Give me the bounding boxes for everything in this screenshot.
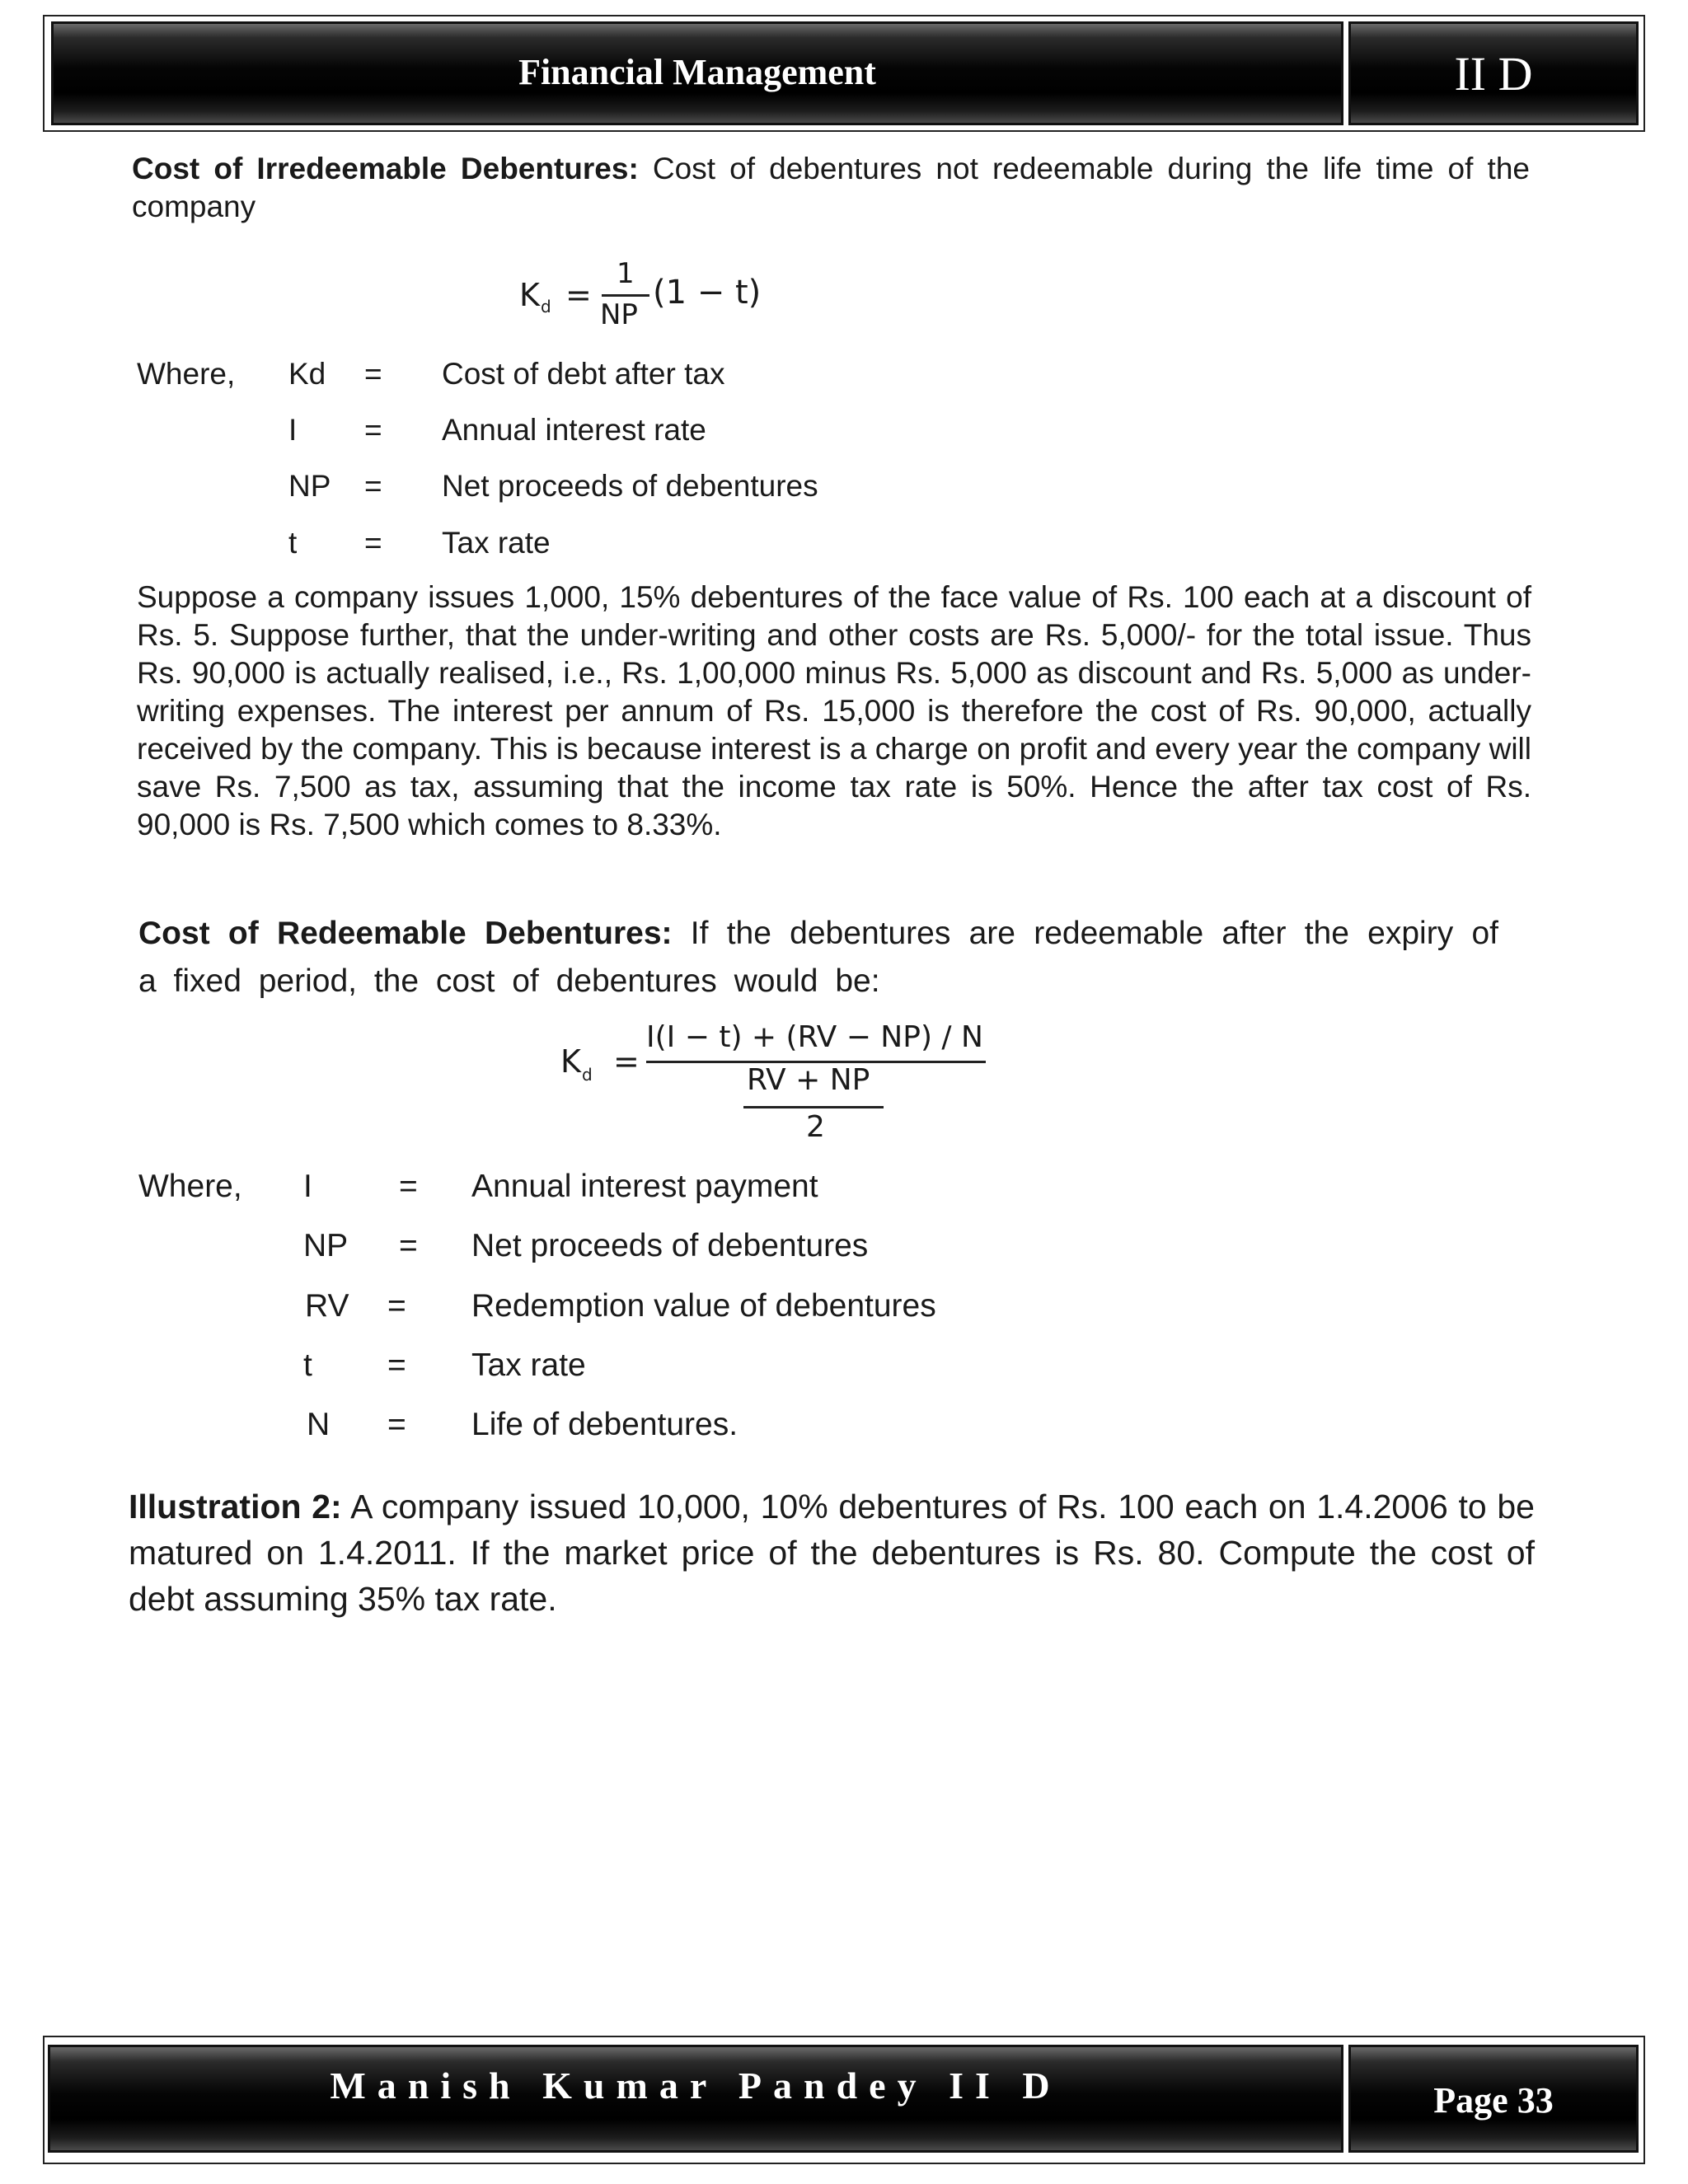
def1-text: Cost of debt after tax	[442, 357, 725, 391]
header-code-box	[1348, 21, 1639, 125]
section1-intro: Cost of debentures not redeemable during the life time of the company	[132, 152, 1530, 223]
formula1-fraction-bar	[602, 294, 649, 297]
def3-symbol: NP	[288, 469, 331, 503]
def2-symbol: I	[288, 413, 298, 447]
section1-paragraph	[132, 150, 1530, 226]
def2-1-eq: =	[399, 1169, 418, 1204]
formula1-denominator: NP	[600, 298, 638, 331]
def2-3-eq: =	[387, 1288, 406, 1324]
formula1-sub: d	[541, 297, 551, 316]
section1-heading: Cost of Irredeemable Debentures:	[132, 152, 639, 185]
section1-where-label: Where,	[137, 357, 236, 391]
def1-eq: =	[364, 357, 382, 391]
section1-example: Suppose a company issues 1,000, 15% debentures of the face value of Rs. 100 each at a discount of Rs. 5. Suppose further, that the under-writing and other costs are Rs. 5,000/- for the total issue. Thus Rs. 90,000 is actually realised, i.e., Rs. 1,00,000 minus Rs. 5,000 as discount and Rs. 5,000 as under-writing expenses. The interest per annum of Rs. 15,000 is therefore the cost of Rs. 90,000, actually received by the company. This is because interest is a charge on profit and every year the company will save Rs. 7,500 as tax, assuming that the income tax rate is 50%. Hence the after tax cost of Rs. 90,000 is Rs. 7,500 which comes to 8.33%.	[137, 580, 1531, 841]
formula1-eq: =	[565, 277, 592, 313]
def2-3-symbol: RV	[305, 1288, 349, 1324]
def2-5-eq: =	[387, 1407, 406, 1442]
formula1-lhs: K	[519, 277, 540, 313]
formula2-inner-fraction-bar	[743, 1106, 884, 1108]
def2-1-text: Annual interest payment	[471, 1169, 818, 1204]
formula2-denominator-bottom: 2	[806, 1110, 825, 1144]
section2-paragraph	[138, 910, 1498, 1005]
def2-1-symbol: I	[303, 1169, 312, 1204]
header-title: Financial Management	[518, 52, 876, 92]
def2-3-text: Redemption value of debentures	[471, 1288, 936, 1324]
def3-text: Net proceeds of debentures	[442, 469, 818, 503]
def2-2-text: Net proceeds of debentures	[471, 1228, 869, 1263]
def2-text: Annual interest rate	[442, 413, 706, 447]
def3-eq: =	[364, 469, 382, 503]
illustration-paragraph	[129, 1483, 1535, 1622]
formula1-numerator: 1	[617, 257, 635, 290]
irredeemable-formula	[519, 257, 767, 340]
illustration-heading: Illustration 2:	[129, 1488, 342, 1526]
def1-symbol: Kd	[288, 357, 326, 391]
illustration-text: A company issued 10,000, 10% debentures of Rs. 100 each on 1.4.2006 to be matured on 1.4.2011. If the market price of the debentures is Rs. 80. Compute the cost of debt assuming 35% tax rate.	[129, 1488, 1535, 1618]
header-title-bar	[51, 21, 1343, 125]
page-number: Page 33	[1433, 2080, 1554, 2121]
def2-eq: =	[364, 413, 382, 447]
def2-4-eq: =	[387, 1347, 406, 1383]
def4-text: Tax rate	[442, 526, 551, 560]
formula2-numerator: I(I − t) + (RV − NP) / N	[646, 1020, 983, 1054]
section2-intro: If the debentures are redeemable after the expiry of a fixed period, the cost of debentures would be:	[138, 916, 1498, 999]
def2-4-symbol: t	[303, 1347, 312, 1383]
formula2-eq: =	[613, 1043, 640, 1080]
footer-author-bar	[48, 2045, 1343, 2153]
def2-4-text: Tax rate	[471, 1347, 586, 1383]
footer-page-box	[1348, 2045, 1639, 2153]
def4-symbol: t	[288, 526, 298, 560]
def2-2-eq: =	[399, 1228, 418, 1263]
header-code: II D	[1454, 47, 1533, 101]
formula2-sub: d	[582, 1065, 593, 1085]
def2-5-text: Life of debentures.	[471, 1407, 738, 1442]
formula1-rest: (1 − t)	[653, 274, 762, 312]
footer-author: Manish Kumar Pandey II D	[330, 2064, 1062, 2107]
formula2-lhs: K	[560, 1043, 581, 1080]
section2-where-label: Where,	[138, 1169, 242, 1204]
def2-2-symbol: NP	[303, 1228, 349, 1263]
section2-heading: Cost of Redeemable Debentures:	[138, 916, 673, 951]
def2-5-symbol: N	[307, 1407, 331, 1442]
def4-eq: =	[364, 526, 382, 560]
redeemable-formula	[560, 1019, 989, 1151]
formula2-denominator-top: RV + NP	[747, 1063, 870, 1097]
